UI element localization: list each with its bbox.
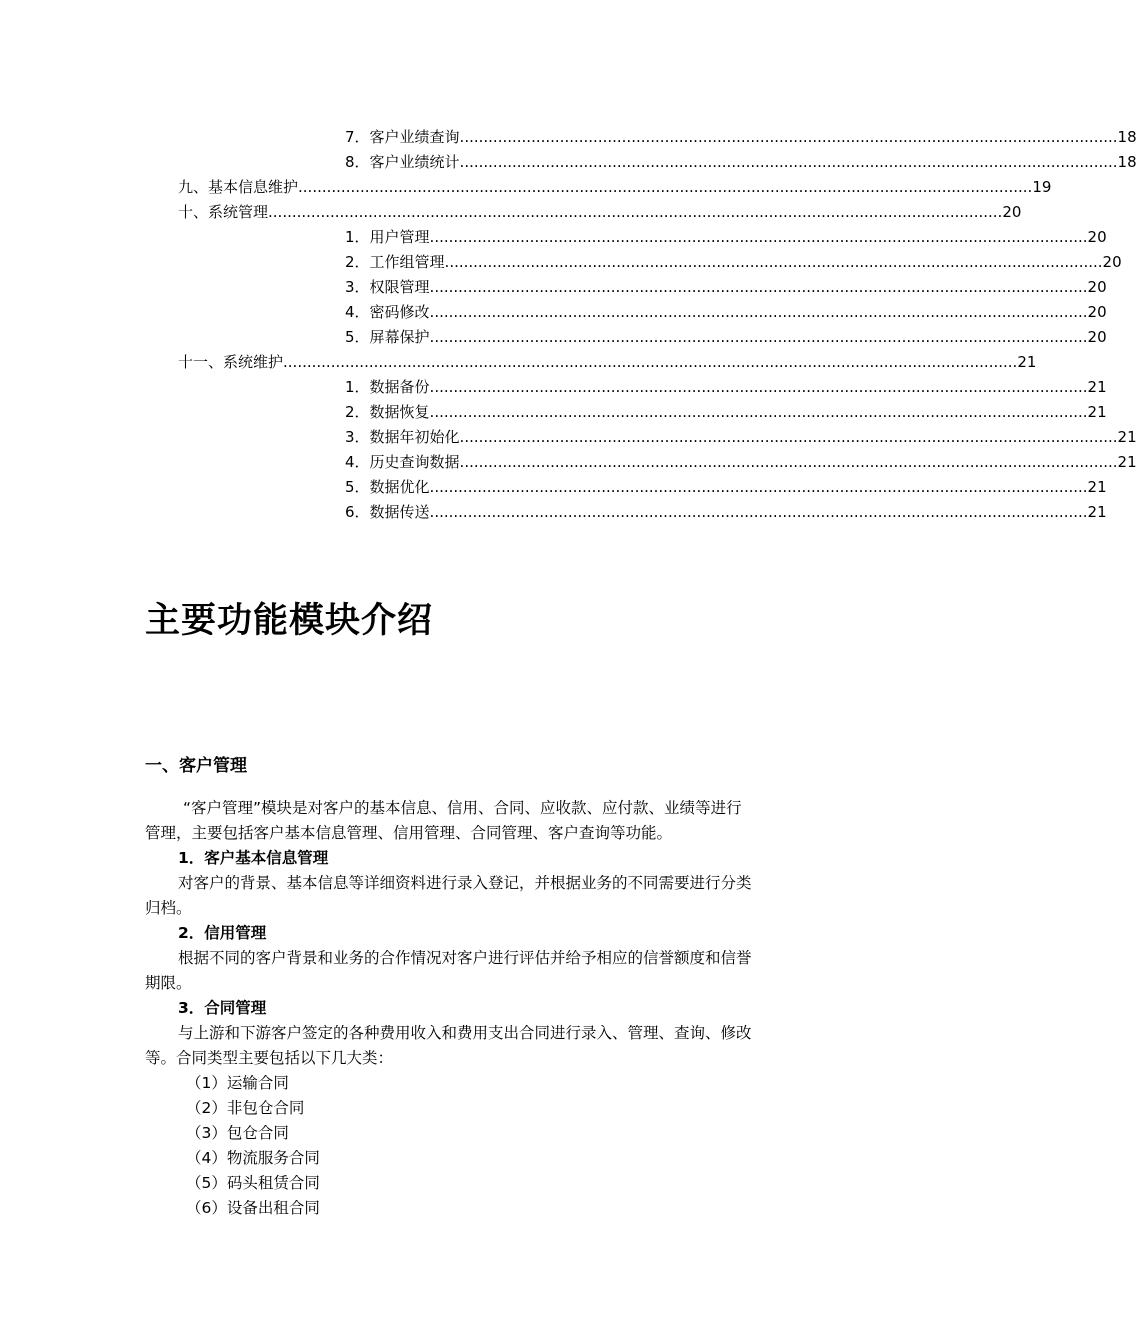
text-line: 归档。: [145, 899, 192, 917]
toc-entry-page: 21: [1117, 453, 1137, 471]
toc-entry-label: 6．数据传送: [345, 503, 430, 521]
toc-leader-dots: ..........................................................................................................................................: [429, 403, 1088, 421]
toc-leader-dots: ..........................................................................................................................................: [459, 153, 1118, 171]
toc-entry-label: 1．数据备份: [345, 378, 430, 396]
toc-entry[interactable]: [345, 475, 1107, 500]
list-item: （2）非包仓合同: [186, 1099, 305, 1117]
text-line: 对客户的背景、基本信息等详细资料进行录入登记，并根据业务的不同需要进行分类: [178, 874, 752, 892]
toc-leader-dots: ..........................................................................................................................................: [444, 253, 1103, 271]
toc-entry[interactable]: [345, 250, 1122, 275]
toc-leader-dots: ..........................................................................................................................................: [459, 128, 1118, 146]
subsection-paragraph: [145, 1021, 805, 1071]
toc-entry-page: 21: [1087, 378, 1107, 396]
toc-entry-label: 7．客户业绩查询: [345, 128, 460, 146]
toc-leader-dots: ..........................................................................................................................................: [429, 378, 1088, 396]
toc-entry[interactable]: [178, 175, 1052, 200]
toc-entry-page: 20: [1087, 278, 1107, 296]
toc-entry-page: 20: [1087, 328, 1107, 346]
section-heading: 一、客户管理: [145, 756, 247, 776]
toc-leader-dots: ..........................................................................................................................................: [459, 453, 1118, 471]
subsection-paragraph: [145, 946, 805, 996]
toc-entry-page: 20: [1087, 303, 1107, 321]
toc-entry-label: 九、基本信息维护: [178, 178, 299, 196]
toc-entry-page: 21: [1087, 503, 1107, 521]
subsection-title: 3．合同管理: [178, 999, 267, 1017]
toc-entry-page: 20: [1002, 203, 1022, 221]
text-line: 等。合同类型主要包括以下几大类：: [145, 1049, 394, 1067]
toc-leader-dots: ..........................................................................................................................................: [429, 278, 1088, 296]
toc-entry[interactable]: [345, 300, 1107, 325]
toc-entry[interactable]: [345, 500, 1107, 525]
toc-leader-dots: ..........................................................................................................................................: [429, 478, 1088, 496]
toc-leader-dots: ..........................................................................................................................................: [429, 503, 1088, 521]
toc-leader-dots: ..........................................................................................................................................: [429, 228, 1088, 246]
toc-entry-page: 18: [1117, 128, 1137, 146]
page-title: 主要功能模块介绍: [145, 601, 434, 641]
toc-entry-label: 5．屏幕保护: [345, 328, 430, 346]
toc-entry-page: 19: [1032, 178, 1052, 196]
toc-entry-label: 8．客户业绩统计: [345, 153, 460, 171]
subsection-title: 1．客户基本信息管理: [178, 849, 329, 867]
toc-entry[interactable]: [345, 325, 1107, 350]
text-line: 管理，主要包括客户基本信息管理、信用管理、合同管理、客户查询等功能。: [145, 824, 673, 842]
list-item: （1）运输合同: [186, 1074, 289, 1092]
toc-entry[interactable]: [345, 450, 1137, 475]
list-item: （6）设备出租合同: [186, 1199, 320, 1217]
toc-entry[interactable]: [345, 125, 1137, 150]
toc-leader-dots: ..........................................................................................................................................................: [298, 178, 1033, 196]
toc-entry-label: 3．权限管理: [345, 278, 430, 296]
list-item: （3）包仓合同: [186, 1124, 289, 1142]
toc-entry-label: 十、系统管理: [178, 203, 269, 221]
subsection-title: 2．信用管理: [178, 924, 267, 942]
text-line: 根据不同的客户背景和业务的合作情况对客户进行评估并给予相应的信誉额度和信誉: [178, 949, 752, 967]
toc-entry-page: 20: [1102, 253, 1122, 271]
toc-entry-label: 十一、系统维护: [178, 353, 284, 371]
text-line: 与上游和下游客户签定的各种费用收入和费用支出合同进行录入、管理、查询、修改: [178, 1024, 752, 1042]
subsection-paragraph: [145, 871, 805, 921]
toc-entry[interactable]: [345, 275, 1107, 300]
toc-entry[interactable]: [345, 400, 1107, 425]
toc-entry-page: 18: [1117, 153, 1137, 171]
toc-entry[interactable]: [178, 200, 1022, 225]
toc-leader-dots: ..........................................................................................................................................: [429, 328, 1088, 346]
toc-entry-label: 4．历史查询数据: [345, 453, 460, 471]
toc-entry[interactable]: [178, 350, 1037, 375]
toc-entry-page: 21: [1117, 428, 1137, 446]
toc-entry-label: 2．数据恢复: [345, 403, 430, 421]
toc-leader-dots: ..........................................................................................................................................: [429, 303, 1088, 321]
toc-leader-dots: ..........................................................................................................................................: [459, 428, 1118, 446]
toc-entry[interactable]: [345, 150, 1137, 175]
toc-entry-page: 21: [1087, 403, 1107, 421]
toc-entry-page: 21: [1017, 353, 1037, 371]
intro-paragraph: [145, 796, 805, 846]
list-item: （5）码头租赁合同: [186, 1174, 320, 1192]
toc-entry[interactable]: [345, 375, 1107, 400]
toc-entry-label: 4．密码修改: [345, 303, 430, 321]
text-line: “客户管理”模块是对客户的基本信息、信用、合同、应收款、应付款、业绩等进行: [183, 799, 742, 817]
toc-entry-label: 5．数据优化: [345, 478, 430, 496]
toc-leader-dots: ..........................................................................................................................................................: [268, 203, 1003, 221]
toc-entry[interactable]: [345, 225, 1107, 250]
toc-leader-dots: ..........................................................................................................................................................: [283, 353, 1018, 371]
toc-entry-page: 21: [1087, 478, 1107, 496]
toc-entry-label: 2．工作组管理: [345, 253, 445, 271]
toc-entry[interactable]: [345, 425, 1137, 450]
toc-entry-label: 3．数据年初始化: [345, 428, 460, 446]
text-line: 期限。: [145, 974, 192, 992]
toc-entry-page: 20: [1087, 228, 1107, 246]
toc-entry-label: 1．用户管理: [345, 228, 430, 246]
list-item: （4）物流服务合同: [186, 1149, 320, 1167]
